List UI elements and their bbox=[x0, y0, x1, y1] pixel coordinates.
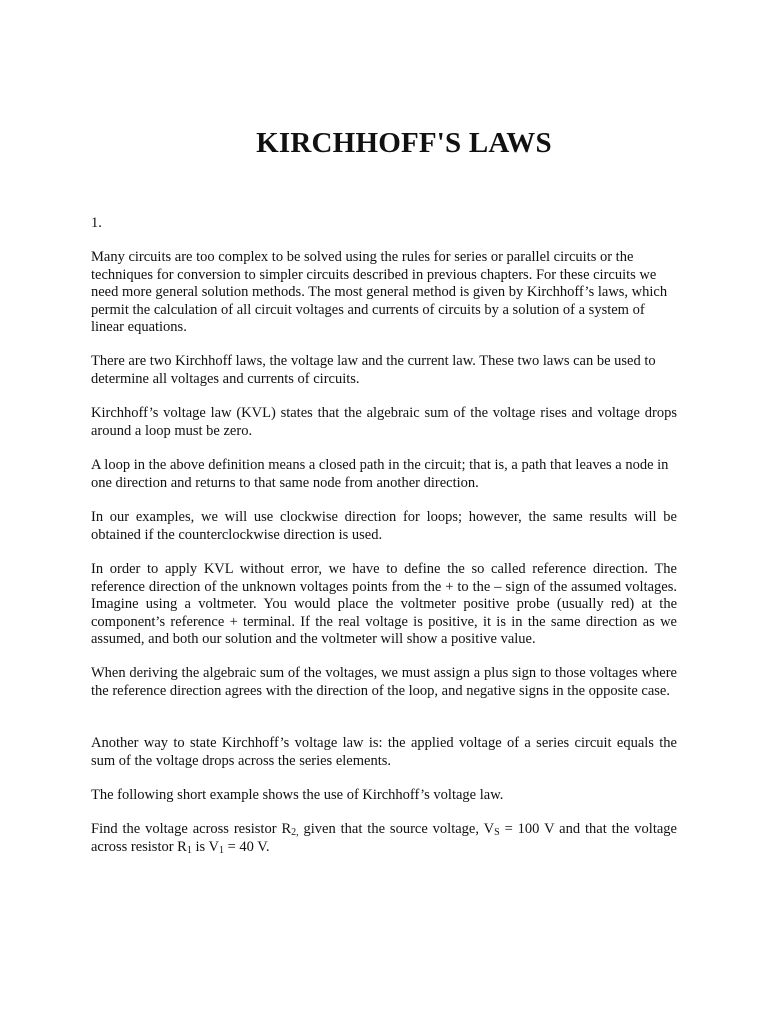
section-number: 1. bbox=[91, 215, 102, 231]
paragraph-algebraic-sum: When deriving the algebraic sum of the voltages, we must assign a plus sign to those voltages where the reference direction agrees with the direction of the loop, and negative signs in the opposite case. bbox=[91, 665, 677, 699]
paragraph-reference-direction: In order to apply KVL without error, we have to define the so called reference direction. The reference direction of the unknown voltages points from the + to the – sign of the assumed voltages. Imagine using a voltmeter. You would place the voltmeter positive probe (usually red) at the component’s reference + terminal. If the real voltage is positive, it is in the same direction as we assumed, and both our solution and the voltmeter will show a positive value. bbox=[91, 561, 677, 647]
example-text-part: given that the source voltage, V bbox=[298, 821, 495, 837]
example-text-part: is V bbox=[191, 838, 219, 855]
paragraph-two-laws: There are two Kirchhoff laws, the voltage law and the current law. These two laws can be used to determine all voltages and currents of circuits. bbox=[91, 353, 656, 387]
paragraph-intro: Many circuits are too complex to be solved using the rules for series or parallel circuits or the techniques for conversion to simpler circuits described in previous chapters. For these circuits we need more general solution methods. The most general method is given by Kirchhoff’s laws, which permit the calculation of all circuit voltages and currents of circuits by a solution of a system of linear equations. bbox=[91, 249, 668, 335]
paragraph-alternate-statement: Another way to state Kirchhoff’s voltage law is: the applied voltage of a series circuit equals the sum of the voltage drops across the series elements. bbox=[91, 735, 677, 769]
subscript-r2: 2, bbox=[291, 827, 299, 838]
example-text-part: = 40 V. bbox=[223, 838, 270, 855]
example-text-part: = 100 V and that the voltage across resistor R bbox=[91, 821, 677, 855]
paragraph-kvl-definition: Kirchhoff’s voltage law (KVL) states that the algebraic sum of the voltage rises and voltage drops around a loop must be zero. bbox=[91, 405, 677, 439]
paragraph-loop-definition: A loop in the above definition means a closed path in the circuit; that is, a path that leaves a node in one direction and returns to that same node from another direction. bbox=[91, 457, 669, 491]
paragraph-clockwise: In our examples, we will use clockwise direction for loops; however, the same results will be obtained if the counterclockwise direction is used. bbox=[91, 509, 677, 543]
paragraph-example-problem bbox=[91, 821, 677, 856]
subscript-r1: 1 bbox=[186, 844, 192, 856]
subscript-vs: S bbox=[494, 827, 500, 838]
subscript-v1: 1 bbox=[218, 844, 224, 856]
document-title: KIRCHHOFF'S LAWS bbox=[256, 127, 552, 159]
paragraph-example-intro: The following short example shows the use of Kirchhoff’s voltage law. bbox=[91, 787, 504, 803]
example-text-part: Find the voltage across resistor R bbox=[91, 821, 292, 837]
